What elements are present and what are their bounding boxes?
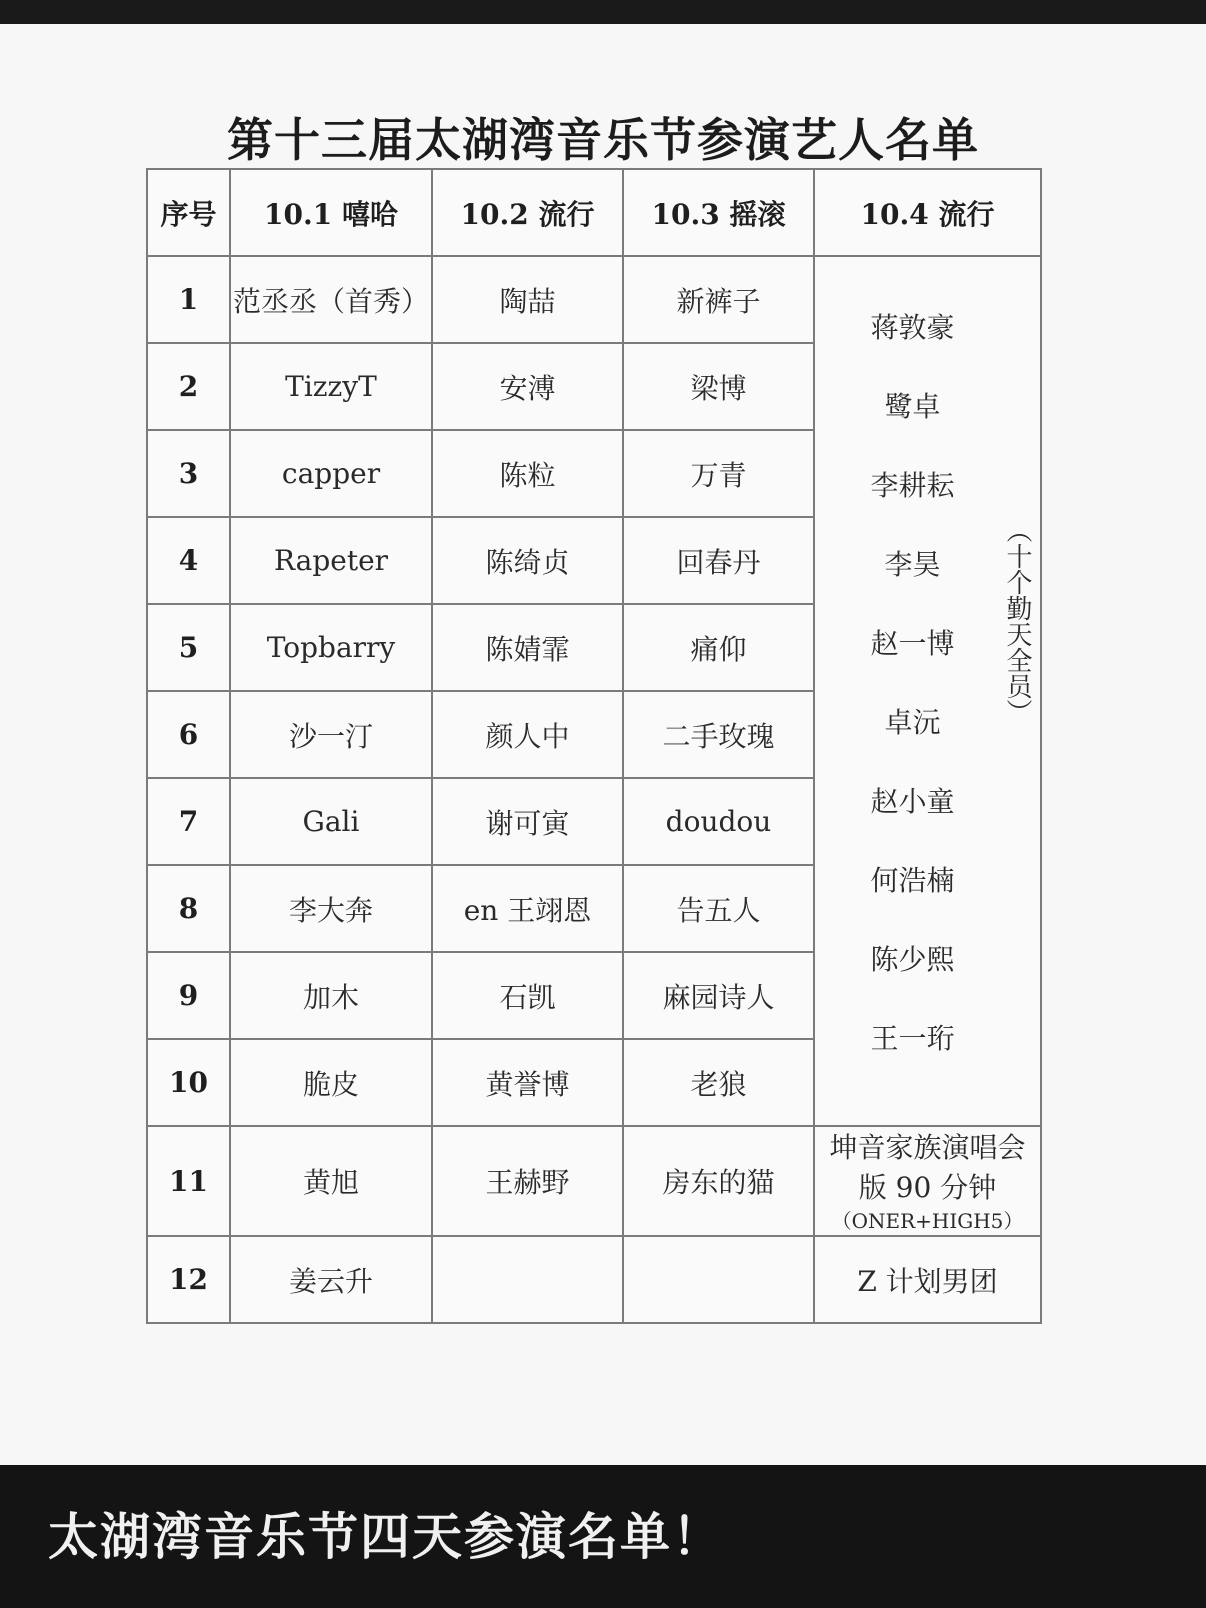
header-cell: 10.4 流行 — [814, 169, 1041, 256]
header-cell: 10.1 嘻哈 — [230, 169, 432, 256]
day2-cell: en 王翊恩 — [432, 865, 623, 952]
day1-cell: 范丞丞（首秀） — [230, 256, 432, 343]
header-cell: 10.3 摇滚 — [623, 169, 814, 256]
day1-cell: 脆皮 — [230, 1039, 432, 1126]
row-number: 5 — [147, 604, 230, 691]
day3-cell: 麻园诗人 — [623, 952, 814, 1039]
day4-group-cell — [814, 256, 1041, 1126]
day1-cell: TizzyT — [230, 343, 432, 430]
day3-cell: 告五人 — [623, 865, 814, 952]
day3-cell: doudou — [623, 778, 814, 865]
day4-member: 李耕耘 — [870, 469, 955, 502]
day4-cell: Z 计划男团 — [814, 1236, 1041, 1323]
day2-cell: 石凯 — [432, 952, 623, 1039]
concert-line: 版 90 分钟 — [858, 1171, 997, 1204]
row-number: 4 — [147, 517, 230, 604]
day2-cell: 陶喆 — [432, 256, 623, 343]
day3-cell — [623, 1236, 814, 1323]
day4-member: 王一珩 — [870, 1022, 955, 1055]
day3-cell: 老狼 — [623, 1039, 814, 1126]
day3-cell: 梁博 — [623, 343, 814, 430]
day3-cell: 回春丹 — [623, 517, 814, 604]
table-row — [147, 1236, 1041, 1323]
row-number: 12 — [147, 1236, 230, 1323]
day3-cell: 房东的猫 — [623, 1126, 814, 1236]
row-number: 6 — [147, 691, 230, 778]
concert-groups: （ONER+HIGH5） — [831, 1209, 1024, 1233]
day4-concert-cell — [814, 1126, 1041, 1236]
day1-cell: 加木 — [230, 952, 432, 1039]
day3-cell: 新裤子 — [623, 256, 814, 343]
header-cell: 10.2 流行 — [432, 169, 623, 256]
row-number: 1 — [147, 256, 230, 343]
day2-cell: 颜人中 — [432, 691, 623, 778]
day2-cell — [432, 1236, 623, 1323]
header-cell: 序号 — [147, 169, 230, 256]
day2-cell: 黄誉博 — [432, 1039, 623, 1126]
day4-member: 鹭卓 — [884, 390, 941, 423]
day4-member: 赵小童 — [870, 785, 955, 818]
day4-member: 蒋敦豪 — [870, 311, 955, 344]
day2-cell: 陈粒 — [432, 430, 623, 517]
table-row — [147, 1126, 1041, 1236]
table-row — [147, 256, 1041, 343]
day4-member: 何浩楠 — [870, 864, 955, 897]
day1-cell: Topbarry — [230, 604, 432, 691]
day4-member: 陈少熙 — [870, 943, 955, 976]
day4-member: 赵一博 — [870, 627, 955, 660]
day1-cell: Rapeter — [230, 517, 432, 604]
day1-cell: capper — [230, 430, 432, 517]
row-number: 9 — [147, 952, 230, 1039]
day1-cell: 沙一汀 — [230, 691, 432, 778]
post-caption: 太湖湾音乐节四天参演名单！ — [48, 1508, 724, 1566]
header-row — [147, 169, 1041, 256]
day1-cell: Gali — [230, 778, 432, 865]
top-bar — [0, 0, 1206, 24]
day1-cell: 姜云升 — [230, 1236, 432, 1323]
day1-cell: 黄旭 — [230, 1126, 432, 1236]
day4-member: 李昊 — [884, 548, 941, 581]
day4-member: 卓沅 — [884, 706, 941, 739]
row-number: 2 — [147, 343, 230, 430]
document-title: 第十三届太湖湾音乐节参演艺人名单 — [227, 113, 979, 167]
concert-line: 坤音家族演唱会 — [829, 1131, 1026, 1164]
lineup-table — [146, 168, 1042, 1324]
row-number: 10 — [147, 1039, 230, 1126]
day2-cell: 陈绮贞 — [432, 517, 623, 604]
day3-cell: 万青 — [623, 430, 814, 517]
row-number: 3 — [147, 430, 230, 517]
row-number: 11 — [147, 1126, 230, 1236]
day3-cell: 痛仰 — [623, 604, 814, 691]
day2-cell: 谢可寅 — [432, 778, 623, 865]
day2-cell: 陈婧霏 — [432, 604, 623, 691]
day3-cell: 二手玫瑰 — [623, 691, 814, 778]
day1-cell: 李大奔 — [230, 865, 432, 952]
row-number: 8 — [147, 865, 230, 952]
row-number: 7 — [147, 778, 230, 865]
day2-cell: 安溥 — [432, 343, 623, 430]
day4-group-note: （十个勤天全员） — [1002, 517, 1032, 725]
day2-cell: 王赫野 — [432, 1126, 623, 1236]
